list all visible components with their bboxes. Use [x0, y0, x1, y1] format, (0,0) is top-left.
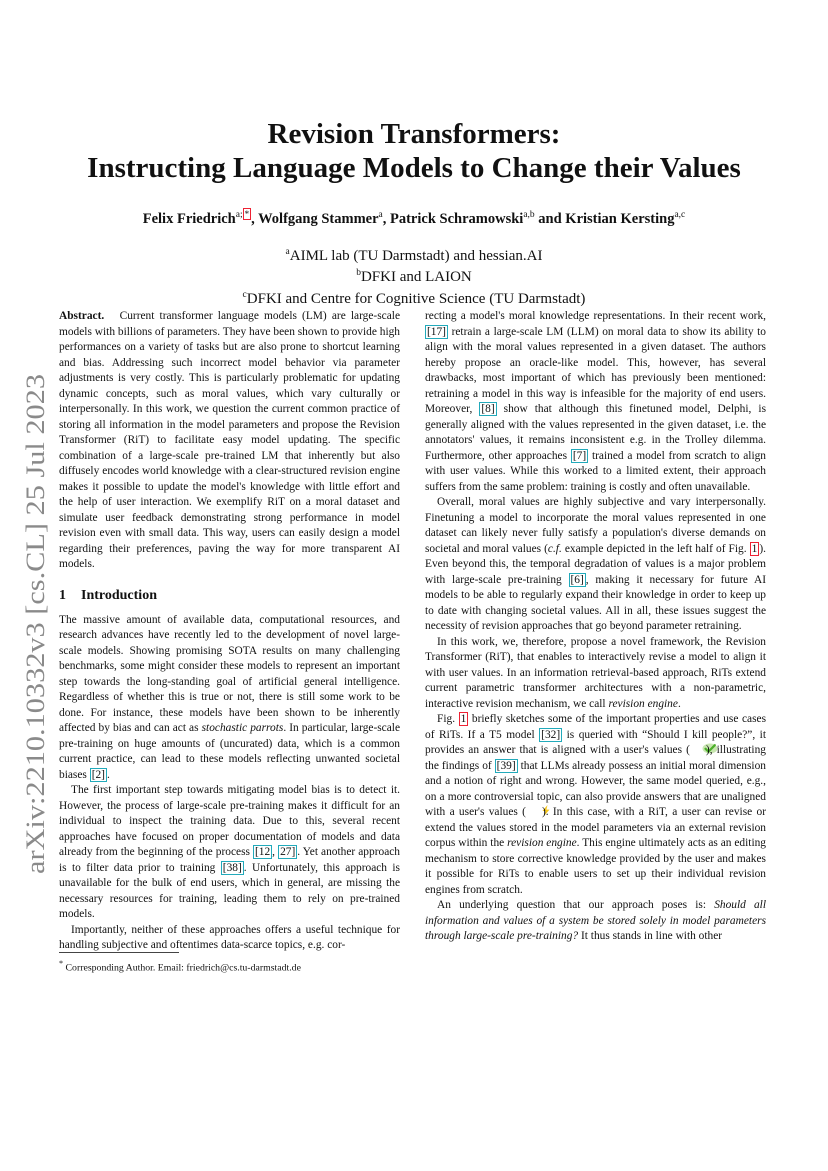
right-column [425, 309, 766, 945]
author-separator: and [534, 210, 566, 227]
author-name: Kristian Kersting [565, 210, 675, 227]
citation-link[interactable]: [39] [496, 759, 516, 772]
citation-link[interactable]: [32] [541, 728, 561, 741]
citation-link[interactable]: [2] [91, 768, 105, 781]
affiliation-line: $^c$DFKI and Centre for Cognitive Science (TU Darmstadt) [242, 289, 586, 307]
intro-paragraph-5: Overall, moral values are highly subjective and vary interpersonally. Finetuning a model to incorporate the moral values represented in one dataset can likely never fully satisfy a population's diverse demands on societal and moral values (c.f. example depicted in the left half of Fig. 1 ). Even beyond this, the temporal degradation of values is a major problem with large-scale pre-training [6] , making it necessary for future AI models to be able to regularly expand their knowledge in order to keep up to date with changing societal values. All in all, these issues suggest the necessity of revision approaches that go beyond parameter retraining. [425, 496, 766, 632]
yellow-lightning-icon [526, 805, 542, 816]
citation-link[interactable]: [7] [572, 449, 587, 462]
left-column [59, 309, 400, 954]
abstract-text: Current transformer language models (LM) are large-scale models with billions of parameters. They have been shown to provide high performances on a variety of tasks but are also prone to shortcut learning and bias. Addressing such incorrect model behavior via parameter adjustments is very costly. This is particularly problematic for updating dynamic concepts, such as moral values, which vary culturally or interpersonally. In this work, we question the current common practice of storing all information in the model parameters and propose the Revision Transformer (RiT) to facilitate easy model updating. The specific combination of a large-scale pre-trained LM that inherently but also diffusely encodes world knowledge with a clear-structured revision engine makes it possible to update the model's knowledge with little effort and the help of user interaction. We exemplify RiT on a moral dataset and simulate user feedback demonstrating strong performance in model revision even with small data. This way, users can easily design a model regarding their preferences, paving the way for more transparent AI models. [59, 310, 400, 570]
citation-link[interactable]: [38] [222, 861, 242, 874]
author-affil-sup: a [378, 210, 383, 220]
intro-paragraph-2: The first important step towards mitigating model bias is to detect it. However, the process of large-scale pre-training makes it difficult for an individual to inspect the training data. Due to this, several recent approaches have focused on proper documentation of models and data already from the beginning of the process [12 , 27] . Yet another approach is to filter data prior to training [38] . Unfortunately, this approach is unavailable for the bulk of end users, which in general, are missing the necessary resources for training, leading them to rely on pre-trained models. [59, 784, 400, 920]
citation-link[interactable]: [6] [570, 573, 584, 586]
arxiv-id: arXiv:2210.10332v3 [cs.CL] 25 Jul 2023 [21, 445, 50, 874]
author-separator: , [251, 210, 259, 227]
intro-paragraph-6: In this work, we, therefore, propose a novel framework, the Revision Transformer (RiT), that enables to interactively revise a model to align it with user values. In an information retrieval-based approach, RiTs extend current parametric transformer architectures with a non-parametric, interactive revision mechanism, we call revision engine. [425, 635, 766, 710]
intro-paragraph-3: Importantly, neither of these approaches offers a useful technique for handling subjective and oftentimes data-scarce topics, e.g. cor- [59, 923, 400, 951]
abstract [59, 309, 400, 573]
intro-paragraph-8: An underlying question that our approach poses is: Should all information and values of a system be stored solely in model parameters through large-scale pre-training? It thus stands in line with other [425, 899, 767, 942]
footnote-divider [59, 952, 179, 953]
citation-link[interactable]: [17] [427, 325, 446, 338]
author-separator: , [382, 210, 390, 227]
author-list [60, 205, 768, 228]
citation-link[interactable]: [8] [481, 403, 495, 415]
green-check-icon [690, 743, 706, 754]
footnote: * Corresponding Author. Email: friedrich@cs.tu-darmstadt.de [59, 959, 301, 974]
author-name: Patrick Schramowski [390, 210, 524, 227]
section-heading-introduction: 1 Introduction [59, 587, 157, 603]
intro-paragraph-7: Fig. 1 briefly sketches some of the important properties and use cases of RiTs. If a T5 model [32] is queried with “Should I kill people?”, it provides an answer that is aligned with a user's values ( ), illustrating the findings of [39] that LLMs already possess an initial moral dimension and a notion of right and wrong. However, the same model queried, e.g., on a more controversial topic, can also provide answers that are unaligned with a user's values ( ). In this case, with a RiT, a user can revise or extend the values stored in the model parameters via an external revision corpus within the revision engine. This engine ultimately acts as an editing mechanism to store corrective knowledge provided by the user and makes it possible for RiTs to enable users to set up their individual revision engines from scratch. [425, 713, 767, 896]
affiliation-line: $^a$AIML lab (TU Darmstadt) and hessian.AI [285, 246, 543, 264]
author-name: Wolfgang Stammer [258, 210, 379, 227]
intro-paragraph-1: The massive amount of available data, computational resources, and research advances have recently led to the development of novel large-scale models. Showing promising SOTA results on many challenging benchmarks, some might consider these models to represent an important step towards the long-standing goal of artificial general intelligence. Regardless of whether this is true or not, there is still some work to be done. For instance, these models have been shown to be inherently affected by bias and can act as stochastic parrots. In particular, large-scale pre-training on huge amounts of (uncurated) data, which is a common current practice, can lead to these models reflecting unwanted societal biases [2] . [59, 613, 401, 781]
affiliations [60, 244, 768, 309]
intro-paragraph-4: recting a model's moral knowledge representations. In their recent work, [17] retrain a large-scale LM (LLM) on moral data to show its ability to align with the moral values represented in a given dataset. The authors hereby propose an oracle-like model. This, however, has several drawbacks, most important of which has previously been mentioned: retraining a model in this way is infeasible for the majority of end users. Moreover, [8] show that although this finetuned model, Delphi, is generally aligned with the values represented in the given dataset, i.e. the annotators' values, it remains inconsistent e.g. in the Trolley dilemma. Furthermore, other approaches [7] trained a model from scratch to align with user values. While this worked to a limited extent, their approach suffers from the same problem: training is costly and often unavailable. [425, 310, 766, 493]
author-name[interactable]: Felix Friedrich [142, 210, 236, 227]
figure-link[interactable]: 1 [751, 542, 758, 555]
figure-link[interactable]: 1 [460, 713, 467, 725]
title-block [60, 117, 768, 308]
author-affil-sup: a,b [523, 210, 535, 220]
paper-title-line-1: Revision Transformers: [267, 118, 561, 150]
footnote-link[interactable]: * [244, 209, 250, 219]
affiliation-line: $^b$DFKI and LAION [356, 268, 472, 286]
author-affil-sup: a; * [235, 209, 250, 220]
abstract-label: Abstract. [59, 310, 105, 322]
citation-link[interactable]: [12 [254, 846, 271, 858]
paper-title-line-2: Instructing Language Models to Change their Values [87, 152, 741, 184]
author-affil-sup: a,c [674, 210, 686, 220]
citation-link[interactable]: 27] [280, 846, 296, 858]
arxiv-stamp [20, 372, 52, 877]
